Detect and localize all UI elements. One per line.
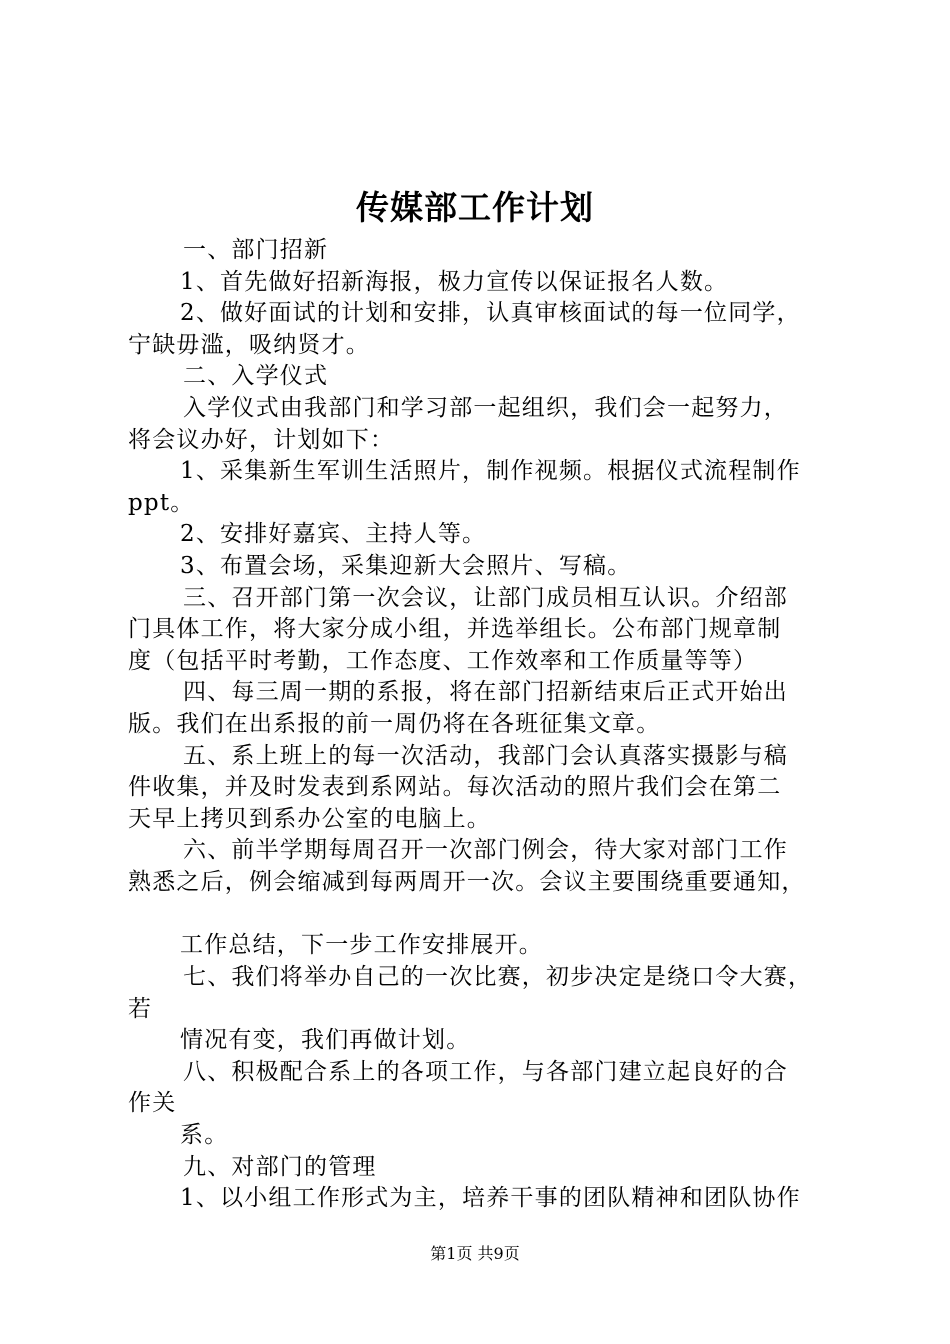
document-title: 传媒部工作计划 bbox=[356, 188, 594, 227]
paragraph-line: 2、做好面试的计划和安排，认真审核面试的每一位同学， bbox=[180, 300, 801, 327]
paragraph-line: 熟悉之后，例会缩减到每两周开一次。会议主要围绕重要通知， bbox=[128, 868, 806, 895]
paragraph-line: 工作总结，下一步工作安排展开。 bbox=[180, 932, 543, 959]
paragraph-line: 版。我们在出系报的前一周仍将在各班征集文章。 bbox=[128, 710, 661, 737]
paragraph-line: ppt。 bbox=[128, 489, 195, 516]
paragraph-line: 3、布置会场，采集迎新大会照片、写稿。 bbox=[180, 552, 632, 579]
paragraph-line: 若 bbox=[128, 995, 153, 1022]
paragraph-line: 入学仪式由我部门和学习部一起组织，我们会一起努力， bbox=[183, 394, 788, 421]
paragraph-line: 七、我们将举办自己的一次比赛，初步决定是绕口令大赛， bbox=[183, 964, 813, 991]
page-number-footer: 第1页 共9页 bbox=[430, 1244, 520, 1263]
section-heading-ceremony: 二、入学仪式 bbox=[183, 363, 329, 390]
paragraph-line: 六、前半学期每周召开一次部门例会，待大家对部门工作 bbox=[183, 837, 788, 864]
paragraph-line: 四、每三周一期的系报，将在部门招新结束后正式开始出 bbox=[183, 679, 788, 706]
section-heading-management: 九、对部门的管理 bbox=[183, 1153, 377, 1180]
paragraph-line: 三、召开部门第一次会议，让部门成员相互认识。介绍部 bbox=[183, 584, 788, 611]
paragraph-line: 系。 bbox=[180, 1122, 229, 1149]
paragraph-line: 将会议办好，计划如下： bbox=[128, 426, 395, 453]
paragraph-line: 1、首先做好招新海报，极力宣传以保证报名人数。 bbox=[180, 268, 729, 295]
paragraph-line: 八、积极配合系上的各项工作，与各部门建立起良好的合 bbox=[183, 1058, 788, 1085]
paragraph-line: 宁缺毋滥，吸纳贤才。 bbox=[128, 331, 370, 358]
document-body bbox=[128, 235, 848, 1215]
paragraph-line: 五、系上班上的每一次活动，我部门会认真落实摄影与稿 bbox=[183, 742, 788, 769]
section-heading-recruitment: 一、部门招新 bbox=[183, 237, 329, 263]
paragraph-line: 作关 bbox=[128, 1090, 177, 1117]
paragraph-line: 1、以小组工作形式为主，培养干事的团队精神和团队协作 bbox=[180, 1185, 801, 1212]
paragraph-line: 件收集，并及时发表到系网站。每次活动的照片我们会在第二 bbox=[128, 774, 782, 801]
paragraph-line: 情况有变，我们再做计划。 bbox=[180, 1027, 471, 1054]
paragraph-line: 2、安排好嘉宾、主持人等。 bbox=[180, 521, 487, 548]
blank-line bbox=[128, 898, 848, 930]
paragraph-line: 度（包括平时考勤，工作态度、工作效率和工作质量等等） bbox=[128, 647, 758, 674]
paragraph-line: 门具体工作，将大家分成小组，并选举组长。公布部门规章制 bbox=[128, 616, 782, 643]
paragraph-line: 天早上拷贝到系办公室的电脑上。 bbox=[128, 805, 491, 832]
paragraph-line: 1、采集新生军训生活照片，制作视频。根据仪式流程制作 bbox=[180, 458, 801, 485]
